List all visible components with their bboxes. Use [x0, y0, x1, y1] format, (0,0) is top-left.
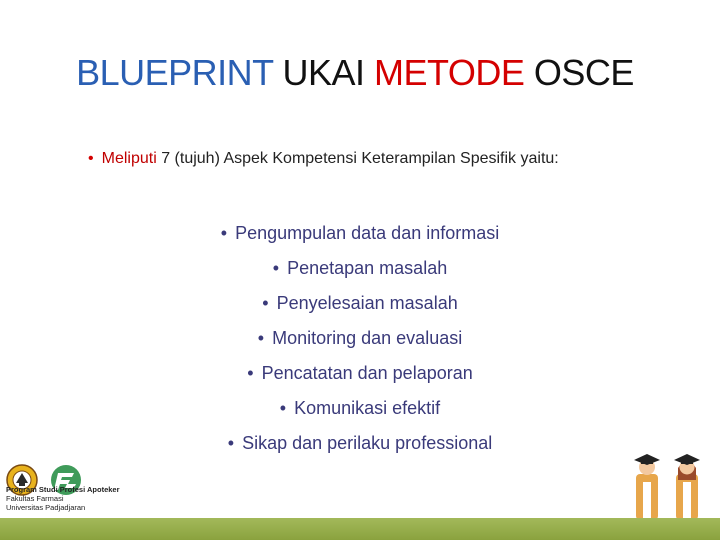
bullet-icon: • [220, 223, 228, 243]
title-part-osce: OSCE [533, 52, 634, 93]
list-item: • Monitoring dan evaluasi [257, 328, 463, 348]
graduates-illustration [622, 452, 712, 520]
intro-line [88, 150, 559, 168]
bullet-icon: • [88, 150, 94, 167]
bullet-icon: • [272, 258, 280, 278]
title-part-blueprint: BLUEPRINT [76, 52, 273, 93]
bullet-icon: • [247, 363, 254, 383]
slide-title [0, 52, 710, 94]
graduate-male-icon [634, 454, 660, 520]
list-item: • Penetapan masalah [272, 258, 448, 278]
program-label [6, 485, 120, 512]
list-item: • Komunikasi efektif [279, 398, 441, 418]
bullet-icon: • [262, 293, 269, 313]
bullet-icon: • [279, 398, 287, 418]
title-part-ukai: UKAI [282, 52, 365, 93]
bullet-icon: • [257, 328, 265, 348]
list-item: • Pencatatan dan pelaporan [247, 363, 473, 383]
list-item: • Penyelesaian masalah [262, 293, 458, 313]
intro-text: 7 (tujuh) Aspek Kompetensi Keterampilan Spesifik yaitu: [161, 150, 559, 167]
graduate-female-icon [674, 454, 700, 520]
program-name: Program Studi Profesi Apoteker [6, 485, 120, 494]
list-item: • Pengumpulan data dan informasi [220, 223, 500, 243]
bullet-icon: • [227, 433, 235, 453]
footer-bar [0, 518, 720, 540]
competency-list [0, 218, 720, 463]
intro-highlight: Meliputi [101, 150, 157, 167]
faculty-name: Fakultas Farmasi [6, 494, 64, 503]
title-part-metode: METODE [374, 52, 525, 93]
university-name: Universitas Padjadjaran [6, 503, 86, 512]
list-item: • Sikap dan perilaku professional [227, 433, 493, 453]
